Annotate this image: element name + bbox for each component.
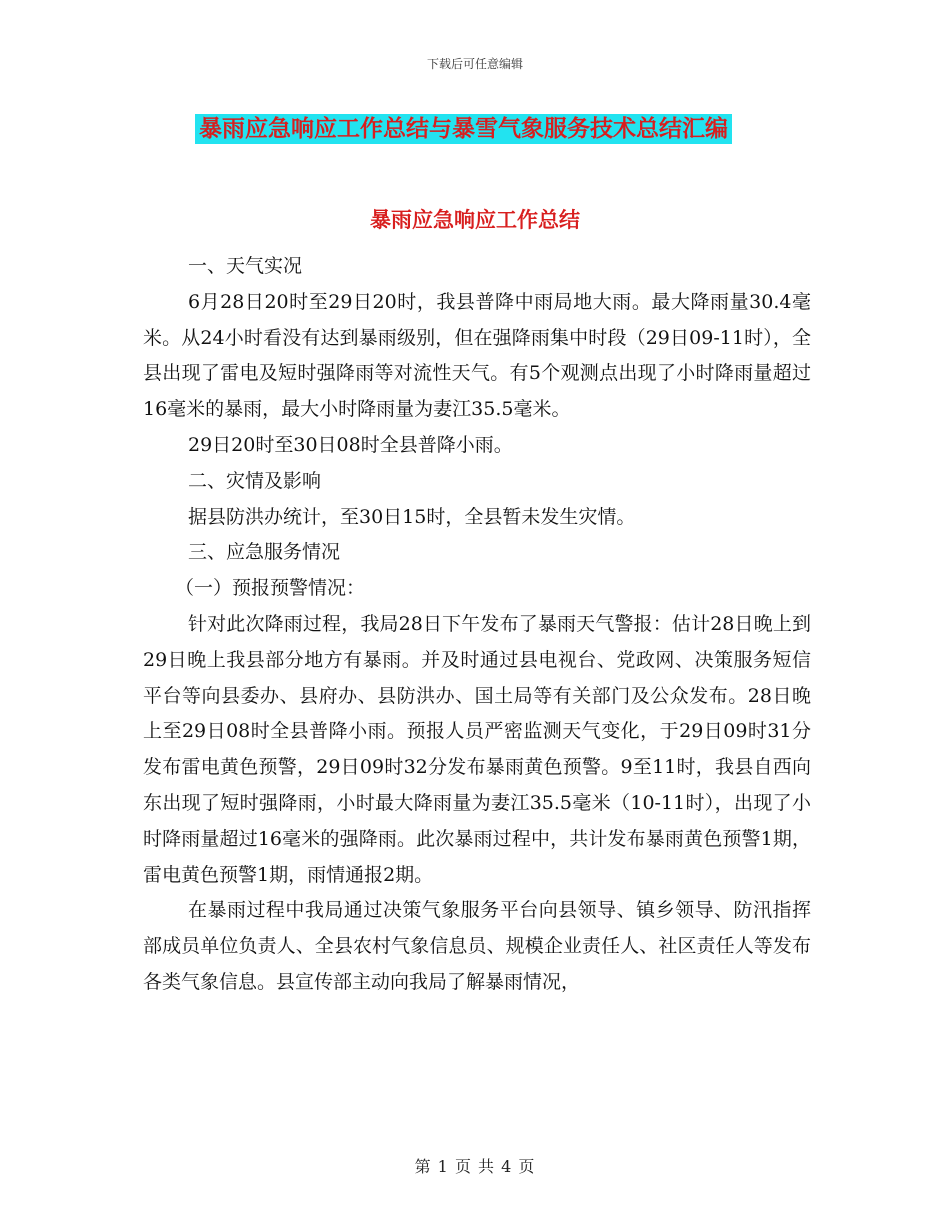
paragraph-decision-service: 在暴雨过程中我局通过决策气象服务平台向县领导、镇乡领导、防汛指挥部成员单位负责人、全县农村气象信息员、规模企业责任人、社区责任人等发布各类气象信息。县宣传部主动向我局了解暴雨情况，	[143, 899, 811, 993]
document-main-title: 暴雨应急响应工作总结与暴雪气象服务技术总结汇编	[195, 114, 732, 144]
paragraph-weather-details: 6月28日20时至29日20时，我县普降中雨局地大雨。最大降雨量30.4毫米。从24小时看没有达到暴雨级别，但在强降雨集中时段（29日09-11时），全县出现了雷电及短时强降雨等对流性天气。有5个观测点出现了小时降雨量超过16毫米的暴雨，最大小时降雨量为妻江35.5毫米。	[143, 290, 811, 421]
section-title: 暴雨应急响应工作总结	[370, 208, 580, 232]
paragraph-light-rain: 29日20时至30日08时全县普降小雨。	[188, 433, 513, 456]
header-note: 下载后可任意编辑	[426, 57, 523, 71]
paragraph-disaster: 据县防洪办统计，至30日15时，全县暂未发生灾情。	[188, 505, 636, 528]
document-body	[143, 249, 811, 1001]
page-number: 第 1 页 共 4 页	[414, 1157, 536, 1176]
paragraph-forecast-warning: 针对此次降雨过程，我局28日下午发布了暴雨天气警报：估计28日晚上到29日晚上我县部分地方有暴雨。并及时通过县电视台、党政网、决策服务短信平台等向县委办、县府办、县防洪办、国土局等有关部门及公众发布。28日晚上至29日08时全县普降小雨。预报人员严密监测天气变化，于29日09时31分发布雷电黄色预警，29日09时32分发布暴雨黄色预警。9至11时，我县自西向东出现了短时强降雨，小时最大降雨量为妻江35.5毫米（10-11时），出现了小时降雨量超过16毫米的强降雨。此次暴雨过程中，共计发布暴雨黄色预警1期，雷电黄色预警1期，雨情通报2期。	[143, 612, 811, 886]
heading-emergency-service: 三、应急服务情况	[188, 541, 341, 564]
heading-weather: 一、天气实况	[188, 255, 303, 277]
subheading-forecast-warning: （一）预报预警情况：	[175, 577, 366, 600]
heading-disaster: 二、灾情及影响	[188, 469, 322, 492]
